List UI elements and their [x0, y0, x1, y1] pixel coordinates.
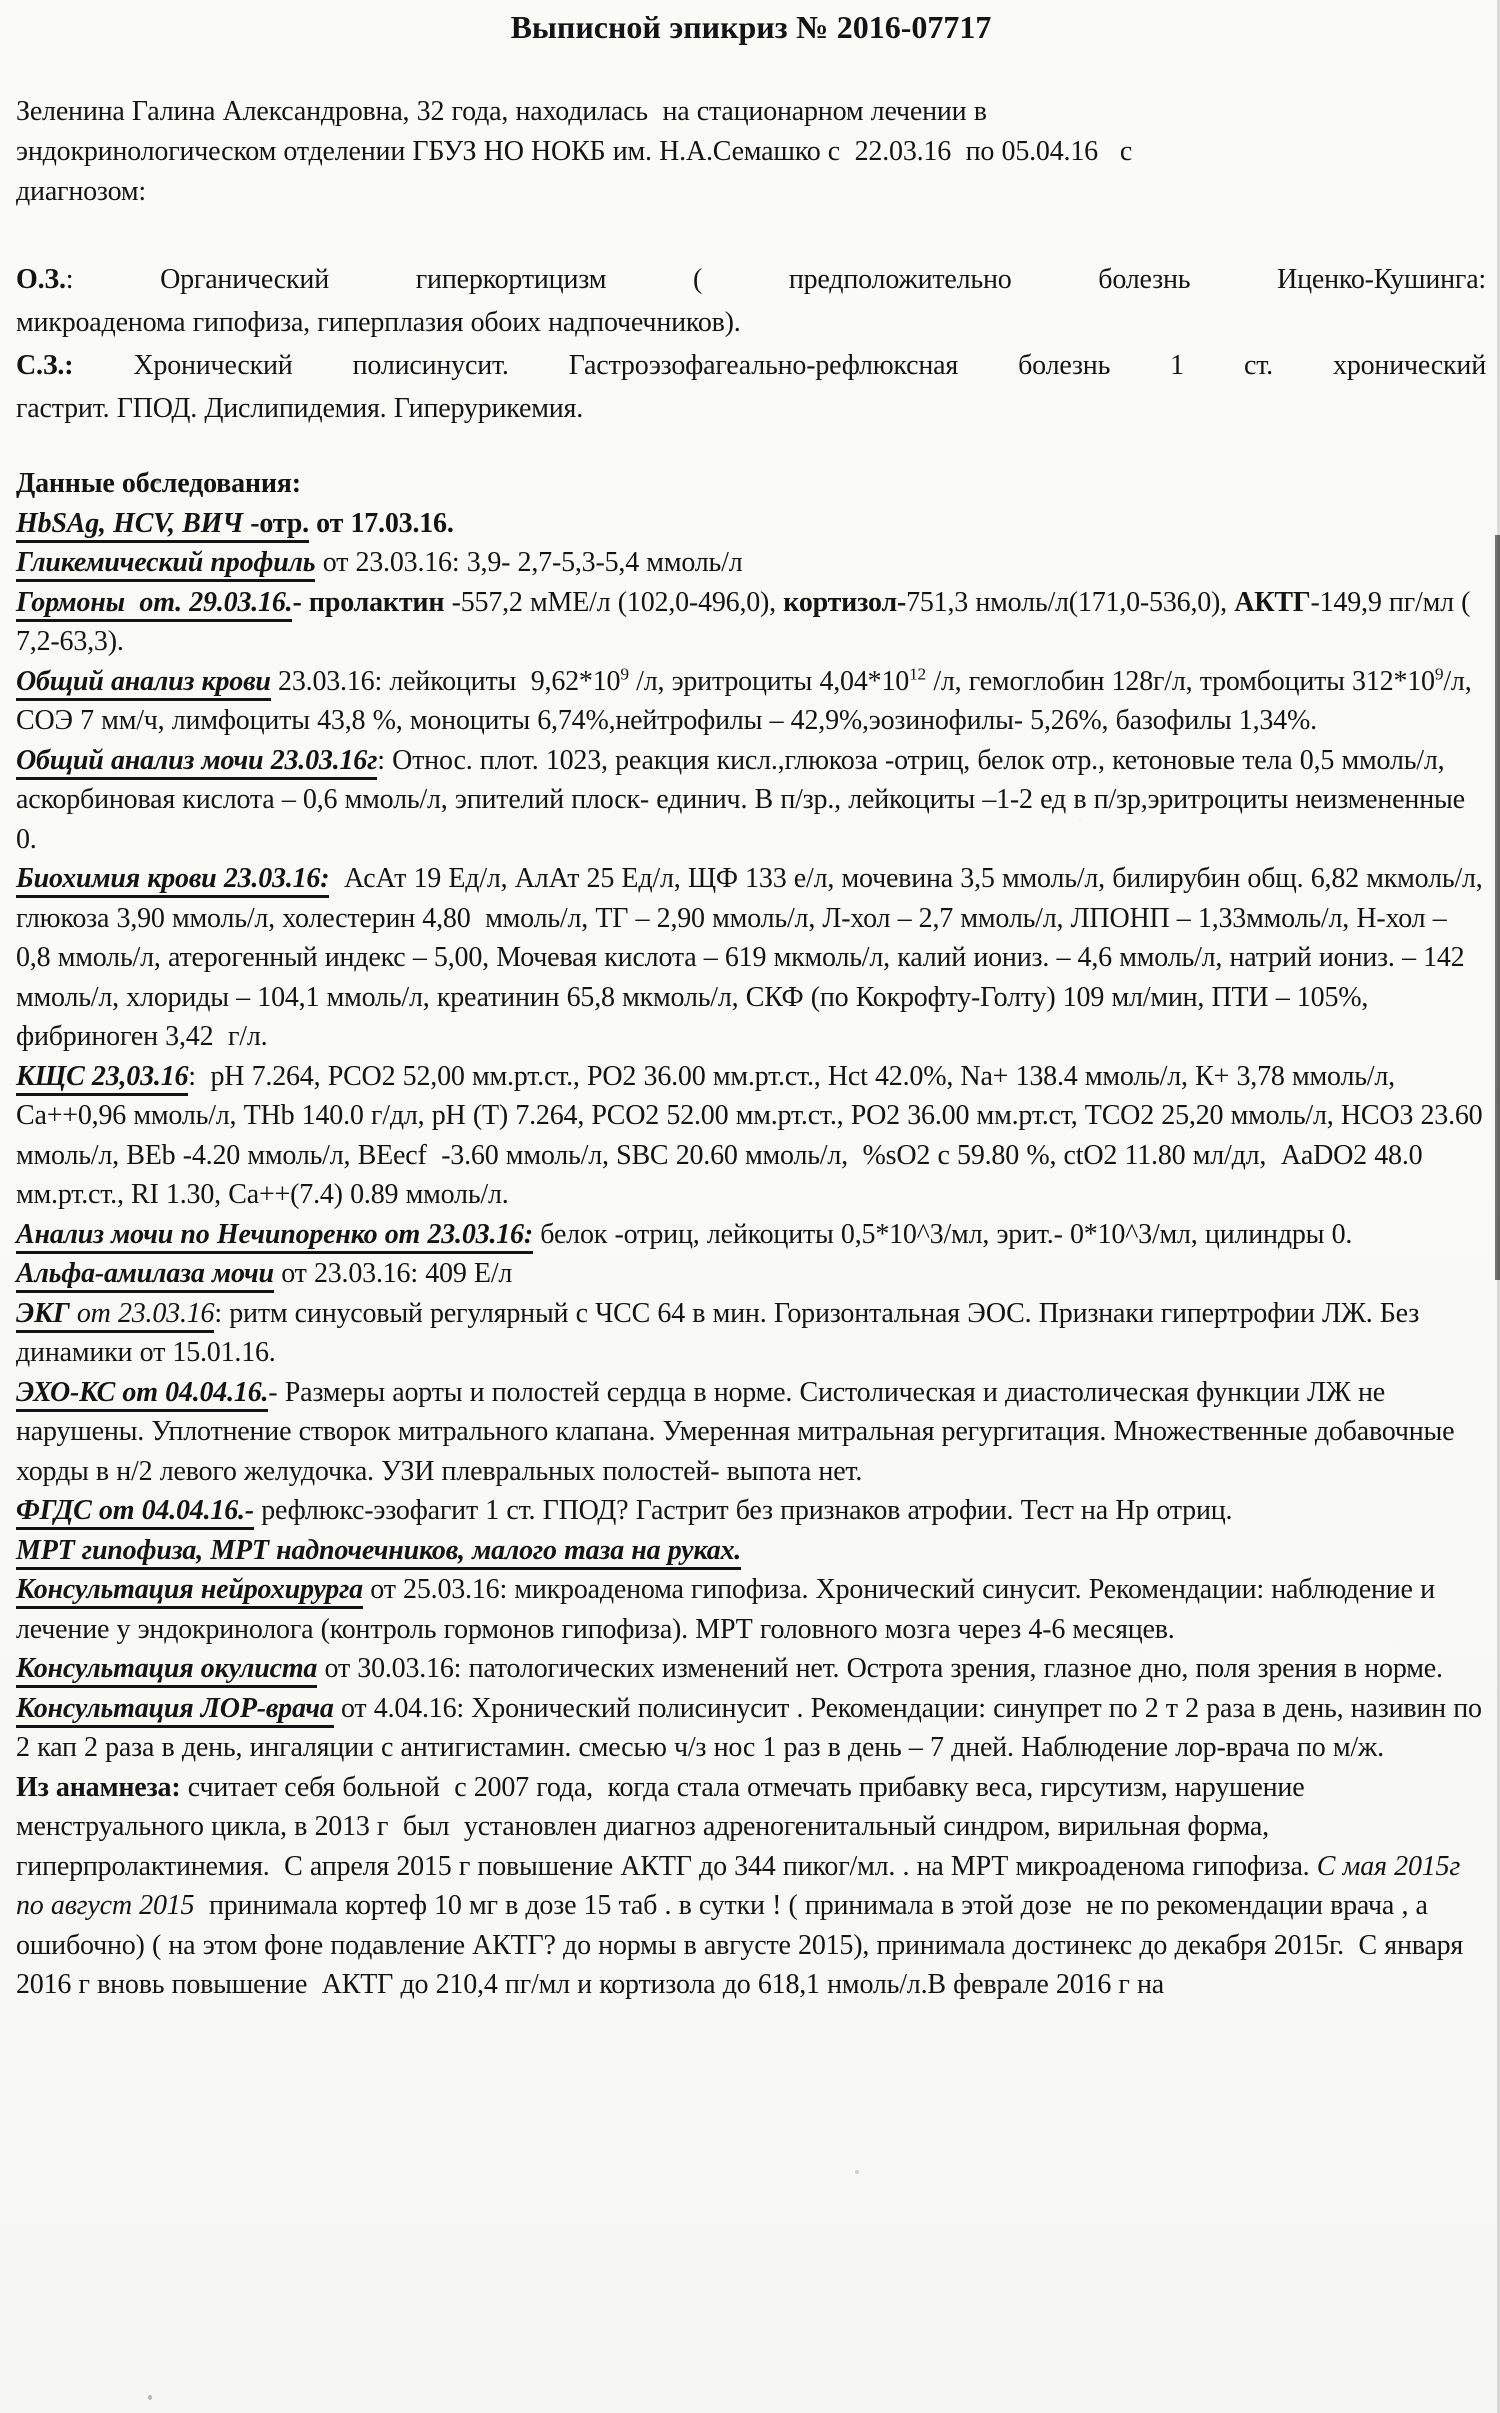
text-run: принимала кортеф 10 мг в дозе 15 таб . в сутки ! ( принимала в этой дозе не по рекомендации врача , а ошибочно) ( на этом фоне подавление АКТГ? до нормы в августе 2015), принимала достинекс до декабря 2015г. С января 2016 г вновь повышение АКТГ до 210,4 пг/мл и кортизола до 618,1 нмоль/л.В феврале 2016 г на	[16, 1890, 1471, 2000]
superscript-text-run: 9	[1434, 664, 1444, 684]
text-run: Общий анализ крови	[16, 666, 271, 701]
text-run: рефлюкс-эзофагит 1 ст. ГПОД? Гастрит без признаков атрофии. Тест на Нр отриц.	[253, 1495, 1233, 1526]
line-acid-base	[16, 1057, 1490, 1215]
scan-speck-artifact	[855, 2170, 859, 2174]
line-echo	[16, 1373, 1486, 1492]
text-run: Зеленина Галина Александровна, 32 года, находилась на стационарном лечении в	[16, 96, 987, 127]
intro-line-2	[16, 132, 1486, 172]
text-run: Хронический полисинусит. Гастроэзофагеально-рефлюксная болезнь 1 ст. хронический	[73, 350, 1486, 381]
text-run: : Органический гиперкортицизм ( предположительно болезнь Иценко-Кушинга:	[65, 264, 1486, 295]
text-run: О.З.	[16, 264, 66, 295]
text-run: 751,3 нмоль/л(171,0-536,0),	[906, 586, 1235, 618]
text-run: Консультация окулиста	[16, 1653, 317, 1688]
text-run: от 23.03.16	[70, 1298, 215, 1333]
text-run: Биохимия крови 23.03.16:	[16, 863, 329, 898]
text-run: КЩС 23,03.16	[16, 1061, 188, 1096]
text-run: АКТГ	[1234, 586, 1311, 618]
text-run: пролактин	[308, 586, 445, 618]
document-page-inner	[16, 0, 1490, 2005]
text-run: Анализ мочи по Нечипоренко от 23.03.16:	[16, 1219, 533, 1254]
text-run: /л, гемоглобин 128г/л, тромбоциты 312*10	[926, 665, 1435, 697]
line-blood-count	[16, 662, 1486, 741]
text-run: Гликемический профиль	[16, 547, 315, 582]
diagnosis-oz-line-1	[16, 258, 1486, 301]
text-run: HbSAg, HCV, ВИЧ	[16, 508, 250, 543]
text-run: Консультация ЛОР-врача	[16, 1693, 334, 1728]
text-run: считает себя больной с 2007 года, когда стала отмечать прибавку веса, гирсутизм, нарушение менструального цикла, в 2013 г был установлен диагноз адреногенитальный синдром, вирильная форма, гиперпролактинемия. С апреля 2015 г повышение АКТГ до 344 пиког/мл. . на МРТ микроаденома гипофиза.	[16, 1771, 1317, 1882]
line-biochemistry	[16, 859, 1490, 1057]
text-run: от 30.03.16: патологических изменений нет. Острота зрения, глазное дно, поля зрения в норме.	[317, 1653, 1443, 1684]
line-glycemic-profile	[16, 543, 1486, 583]
line-serology	[16, 504, 1486, 544]
diagnosis-oz-line-2	[16, 301, 1486, 344]
line-oculist-consult	[16, 1649, 1486, 1689]
line-anamnesis	[16, 1768, 1486, 2005]
text-run: Альфа-амилаза мочи	[16, 1258, 274, 1293]
text-run: диагнозом:	[16, 176, 146, 207]
text-run: ЭХО-КС от 04.04.16.	[16, 1377, 268, 1412]
diagnosis-sz-line-1	[16, 344, 1486, 387]
text-run: : Относ. плот. 1023, реакция кисл.,глюкоза -отриц, белок отр., кетоновые тела 0,5 ммоль/л, аскорбиновая кислота – 0,6 ммоль/л, эпителий плоск- единич. В п/зр., лейкоциты –1-2 ед в п/зр,эритроциты неизмененные 0.	[16, 744, 1473, 855]
text-run: от 25.03.16: микроаденома гипофиза. Хронический синусит. Рекомендации: наблюдение и лечение у эндокринолога (контроль гормонов гипофиза). МРТ головного мозга через 4-6 месяцев.	[16, 1574, 1443, 1645]
text-run: С.З.:	[16, 350, 74, 381]
section-exam-data	[16, 464, 1486, 504]
diagnosis-sz-line-2	[16, 387, 1486, 430]
text-run: -557,2 мМЕ/л (102,0-496,0),	[444, 586, 784, 618]
text-run: ЭКГ	[16, 1298, 70, 1333]
text-run: Общий анализ мочи 23.03.16г	[16, 745, 377, 780]
superscript-text-run: 12	[909, 664, 927, 684]
text-run: С мая 2015г по август 2015	[16, 1850, 1468, 1921]
doc-title	[16, 6, 1486, 48]
text-run: Данные обследования:	[16, 468, 301, 499]
text-run: кортизол-	[783, 586, 907, 618]
text-run: /л, эритроциты 4,04*10	[628, 665, 910, 697]
intro-line-1	[16, 92, 1486, 132]
intro-line-3	[16, 172, 1486, 212]
scan-edge-shadow-artifact	[1495, 535, 1500, 1280]
text-run: ФГДС от 04.04.16.-	[16, 1495, 254, 1530]
text-run: /л, СОЭ 7 мм/ч, лимфоциты 43,8 %, моноциты 6,74%,нейтрофилы – 42,9%,эозинофилы- 5,26%, базофилы 1,34%.	[16, 665, 1479, 736]
text-run: от 23.03.16: 3,9- 2,7-5,3-5,4 ммоль/л	[315, 547, 743, 578]
line-mri	[16, 1531, 1486, 1571]
text-run: Консультация нейрохирурга	[16, 1574, 363, 1609]
line-neurosurgeon-consult	[16, 1570, 1486, 1649]
line-urinalysis	[16, 741, 1486, 860]
text-run: АсАт 19 Ед/л, АлАт 25 Ед/л, ЩФ 133 е/л, мочевина 3,5 ммоль/л, билирубин общ. 6,82 мкмоль/л, глюкоза 3,90 ммоль/л, холестерин 4,80 ммоль/л, ТГ – 2,90 ммоль/л, Л-хол – 2,7 ммоль/л, ЛПОНП – 1,33ммоль/л, Н-хол – 0,8 ммоль/л, атерогенный индекс – 5,00, Мочевая кислота – 619 мкмоль/л, калий иониз. – 4,6 ммоль/л, натрий иониз. – 142 ммоль/л, хлориды – 104,1 ммоль/л, креатинин 65,8 мкмоль/л, СКФ (по Кокрофту-Голту) 109 мл/мин, ПТИ – 105%, фибриноген 3,42 г/л.	[16, 863, 1490, 1052]
text-run: от 17.03.16.	[308, 507, 454, 539]
text-run: от 4.04.16: Хронический полисинусит . Рекомендации: синупрет по 2 т 2 раза в день, називин по 2 кап 2 раза в день, ингаляции с антигистамин. смесью ч/з нос 1 раз в день – 7 дней. Наблюдение лор-врача по м/ж.	[16, 1692, 1490, 1763]
line-nechiporenko	[16, 1215, 1486, 1255]
line-ecg	[16, 1294, 1486, 1373]
text-run: Из анамнеза:	[16, 1771, 181, 1803]
text-run: Гормоны от. 29.03.16.	[16, 587, 292, 622]
line-hormones	[16, 583, 1486, 662]
text-run: -149,9 пг/мл ( 7,2-63,3).	[16, 586, 1478, 657]
text-run: : ритм синусовый регулярный с ЧСС 64 в мин. Горизонтальная ЭОС. Признаки гипертрофии ЛЖ. Без динамики от 15.01.16.	[16, 1297, 1427, 1368]
line-fgds	[16, 1491, 1486, 1531]
text-run: эндокринологическом отделении ГБУЗ НО НОКБ им. Н.А.Семашко с 22.03.16 по 05.04.16 с	[16, 136, 1133, 167]
text-run: гастрит. ГПОД. Дислипидемия. Гиперурикемия.	[16, 393, 584, 424]
text-run: -отр.	[250, 508, 309, 543]
scan-speck-artifact	[155, 478, 160, 484]
superscript-text-run: 9	[620, 664, 629, 684]
text-run: 23.03.16: лейкоциты 9,62*10	[270, 665, 621, 697]
line-alpha-amylase	[16, 1254, 1486, 1294]
text-run: -	[292, 586, 309, 618]
text-run: белок -отриц, лейкоциты 0,5*10^3/мл, эрит.- 0*10^3/мл, цилиндры 0.	[532, 1218, 1353, 1250]
text-run: от 23.03.16: 409 Е/л	[273, 1258, 513, 1289]
line-ent-consult	[16, 1689, 1490, 1768]
text-run: Выписной эпикриз № 2016-07717	[510, 9, 992, 45]
text-run: МРТ гипофиза, МРТ надпочечников, малого таза на руках.	[16, 1535, 741, 1570]
text-run: : pH 7.264, PCO2 52,00 мм.рт.ст., PO2 36.00 мм.рт.ст., Hct 42.0%, Na+ 138.4 ммоль/л, К+ 3,78 ммоль/л, Ca++0,96 ммоль/л, THb 140.0 г/дл, pH (T) 7.264, PCO2 52.00 мм.рт.ст., PO2 36.00 мм.рт.ст, TCO2 25,20 ммоль/л, HCO3 23.60 ммоль/л, BEb -4.20 ммоль/л, BEecf -3.60 ммоль/л, SBC 20.60 ммоль/л, %sO2 с 59.80 %, ctO2 11.80 мл/дл, AaDO2 48.0 мм.рт.ст., RI 1.30, Ca++(7.4) 0.89 ммоль/л.	[16, 1060, 1490, 1210]
text-run: микроаденома гипофиза, гиперплазия обоих надпочечников).	[16, 307, 741, 338]
text-run: - Размеры аорты и полостей сердца в норме. Систолическая и диастолическая функции ЛЖ не нарушены. Уплотнение створок митрального клапана. Умеренная митральная регургитация. Множественные добавочные хорды в н/2 левого желудочка. УЗИ плевральных полостей- выпота нет.	[16, 1376, 1462, 1487]
scan-speck-artifact	[148, 2395, 152, 2400]
